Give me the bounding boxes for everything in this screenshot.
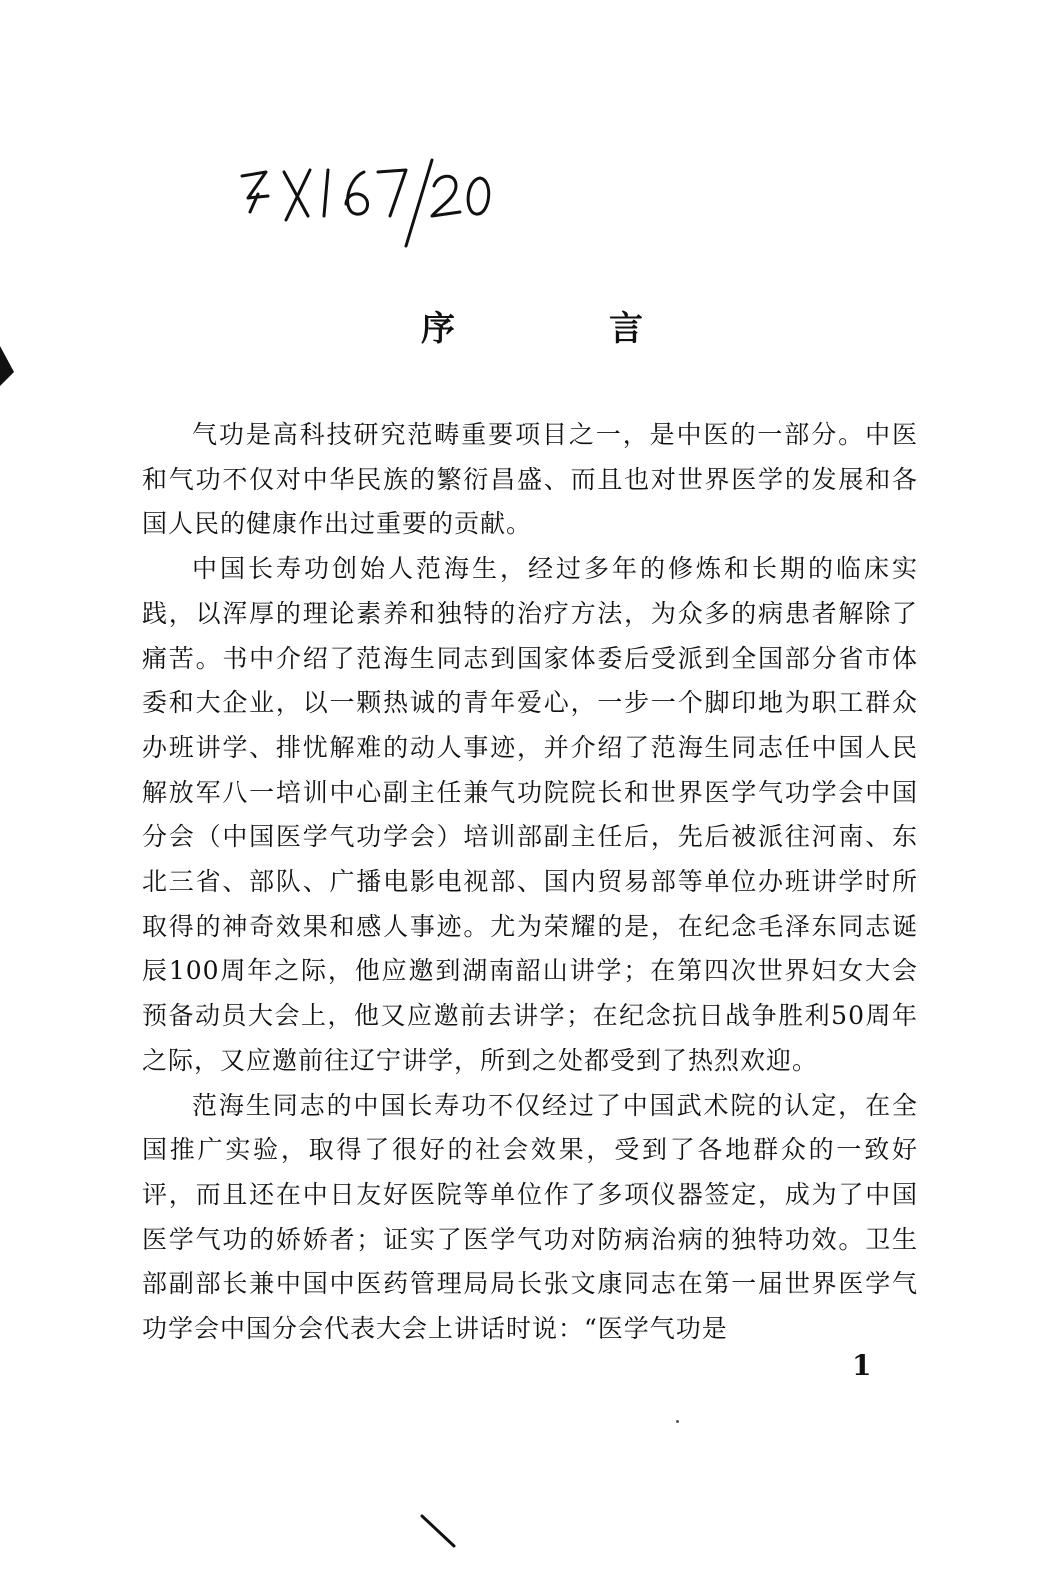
paragraph-1: 气功是高科技研究范畴重要项目之一，是中医的一部分。中医和气功不仅对中华民族的繁衍昌盛、而且也对世界医学的发展和各国人民的健康作出过重要的贡献。 [142,420,918,539]
page-number: 1 [852,1349,872,1382]
scan-speck [676,1420,679,1423]
page-title: 序 言 [421,308,703,349]
paragraph-2: 中国长寿功创始人范海生，经过多年的修炼和长期的临床实践，以浑厚的理论素养和独特的治疗方法，为众多的病患者解除了痛苦。书中介绍了范海生同志到国家体委后受派到全国部分省市体委和大企业，以一颗热诚的青年爱心，一步一个脚印地为职工群众办班讲学、排忧解难的动人事迹，并介绍了范海生同志任中国人民解放军八一培训中心副主任兼气功院院长和世界医学气功学会中国分会（中国医学气功学会）培训部副主任后，先后被派往河南、东北三省、部队、广播电影电视部、国内贸易部等单位办班讲学时所取得的神奇效果和感人事迹。尤为荣耀的是，在纪念毛泽东同志诞辰100周年之际，他应邀到湖南韶山讲学；在第四次世界妇女大会预备动员大会上，他又应邀前去讲学；在纪念抗日战争胜利50周年之际，又应邀前往辽宁讲学，所到之处都受到了热烈欢迎。 [142,554,918,1075]
scan-stroke-mark [418,1512,458,1552]
paragraph-3: 范海生同志的中国长寿功不仅经过了中国武术院的认定，在全国推广实验，取得了很好的社会效果，受到了各地群众的一致好评，而且还在中日友好医院等单位作了多项仪器签定，成为了中国医学气功的娇娇者；证实了医学气功对防病治病的独特功效。卫生部副部长兼中国中医药管理局局长张文康同志在第一届世界医学气功学会中国分会代表大会上讲话时说：“医学气功是 [142,1090,918,1344]
handwritten-catalog-mark [228,150,508,250]
body-text [142,413,918,1352]
